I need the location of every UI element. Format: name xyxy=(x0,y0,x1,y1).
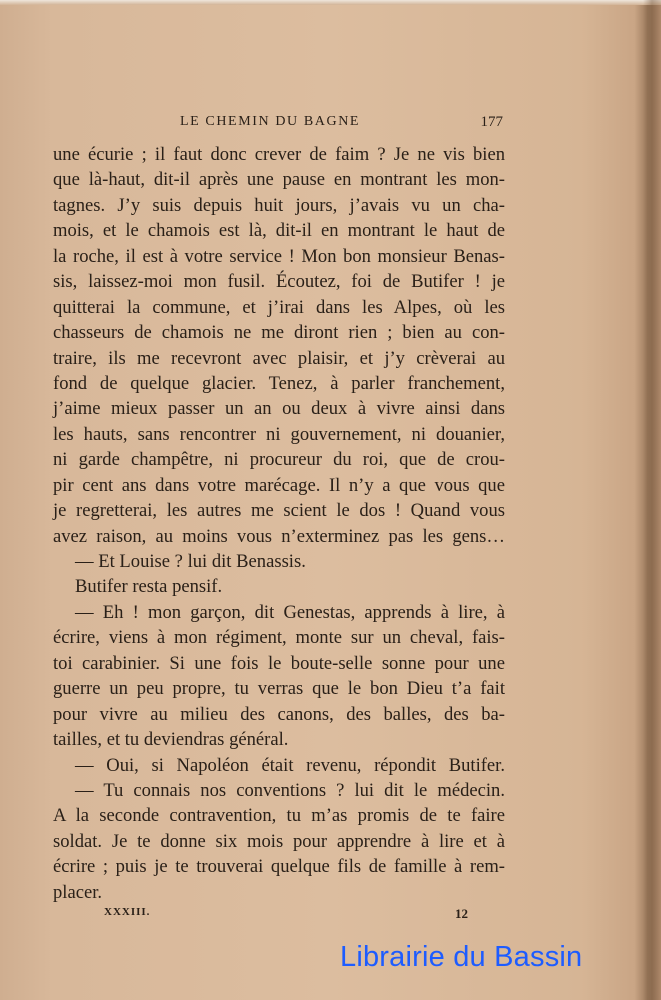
text-line: tagnes. J’y suis depuis huit jours, j’avais vu un cha- xyxy=(53,194,505,216)
text-line: j’aime mieux passer un an ou deux à vivre ainsi dans xyxy=(53,398,505,420)
page-footer xyxy=(0,906,661,924)
text-line: guerre un peu propre, tu verras que le bon Dieu t’a fait xyxy=(53,678,505,700)
text-line: une écurie ; il faut donc crever de faim ? Je ne vis bien xyxy=(53,144,505,165)
sheet-number: 12 xyxy=(455,906,468,921)
text-line: sis, laissez-moi mon fusil. Écoutez, foi de Butifer ! je xyxy=(53,271,505,293)
text-line: pir cent ans dans votre marécage. Il n’y a que vous que xyxy=(53,474,505,496)
page-number: 177 xyxy=(480,114,503,130)
running-title: LE CHEMIN DU BAGNE xyxy=(180,114,361,129)
text-line: — Tu connais nos conventions ? lui dit le médecin. xyxy=(75,779,505,801)
text-line: chasseurs de chamois ne me diront rien ; bien au con- xyxy=(53,322,505,344)
text-line: — Et Louise ? lui dit Benassis. xyxy=(75,551,306,572)
text-line: écrire ; puis je te trouverai quelque fils de famille à rem- xyxy=(53,856,505,878)
book-spine-shadow xyxy=(643,0,661,1000)
text-line: pour vivre au milieu des canons, des balles, des ba- xyxy=(53,703,505,725)
text-line: tailles, et tu deviendras général. xyxy=(53,729,289,751)
text-line: les hauts, sans rencontrer ni gouvernement, ni douanier, xyxy=(53,423,505,445)
text-line: avez raison, au moins vous n’exterminez pas les gens… xyxy=(53,525,505,547)
page-body-text xyxy=(53,142,505,905)
text-line: je regretterai, les autres me scient le dos ! Quand vous xyxy=(53,500,505,522)
text-line: placer. xyxy=(53,881,103,903)
watermark: Librairie du Bassin xyxy=(340,941,583,973)
text-line: soldat. Je te donne six mois pour apprendre à lire et à xyxy=(53,830,505,852)
signature-mark: XXXIII. xyxy=(104,906,151,918)
page-top-edge xyxy=(0,0,661,5)
text-line: que là-haut, dit-il après une pause en montrant les mon- xyxy=(53,169,505,191)
text-line: mois, et le chamois est là, dit-il en montrant le haut de xyxy=(53,220,505,242)
text-line: fond de quelque glacier. Tenez, à parler franchement, xyxy=(53,372,505,394)
text-line: A la seconde contravention, tu m’as promis de te faire xyxy=(53,805,505,827)
page-header xyxy=(53,114,505,134)
text-line: — Eh ! mon garçon, dit Genestas, apprends à lire, à xyxy=(75,601,505,623)
text-line: écrire, viens à mon régiment, monte sur un cheval, fais- xyxy=(53,627,505,649)
text-line: toi carabinier. Si une fois le boute-selle sonne pour une xyxy=(53,652,505,674)
text-line: traire, ils me recevront avec plaisir, et j’y crèverai au xyxy=(53,347,505,369)
text-line: la roche, il est à votre service ! Mon bon monsieur Benas- xyxy=(53,245,505,267)
text-line: quitterai la commune, et j’irai dans les Alpes, où les xyxy=(53,296,505,318)
text-line: Butifer resta pensif. xyxy=(75,576,223,598)
text-line: — Oui, si Napoléon était revenu, répondit Butifer. xyxy=(75,754,505,776)
text-line: ni garde champêtre, ni procureur du roi, que de crou- xyxy=(53,449,505,471)
